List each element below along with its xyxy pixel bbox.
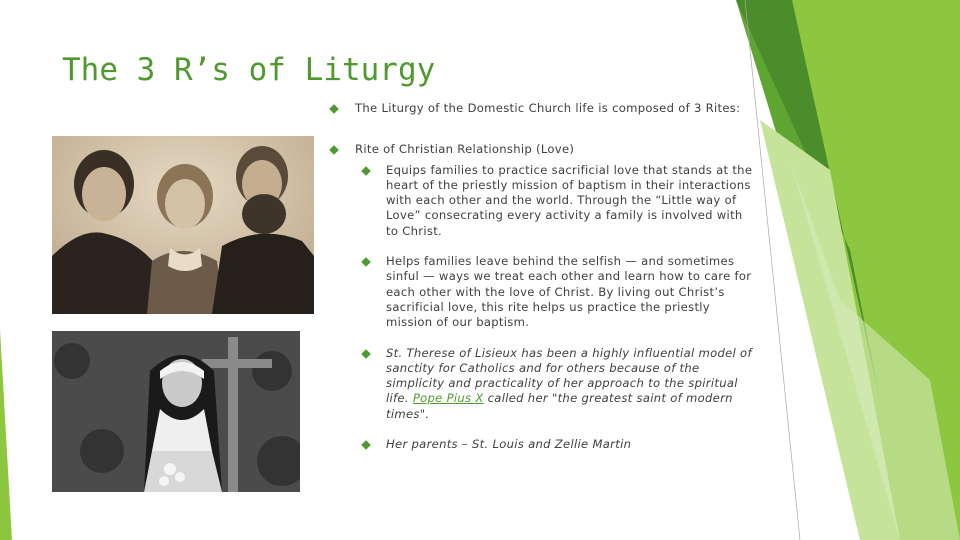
diamond-bullet-icon — [361, 166, 371, 176]
bullet-text: Rite of Christian Relationship (Love) — [355, 142, 575, 157]
bullet-text: Her parents – St. Louis and Zellie Martin — [386, 437, 632, 452]
diamond-bullet-icon — [329, 104, 339, 114]
sub-bullet-item — [362, 163, 758, 239]
family-photo — [52, 136, 314, 314]
sub-bullet-item — [362, 346, 758, 422]
bullet-item — [330, 101, 758, 116]
pope-pius-x-link[interactable]: Pope Pius X — [412, 391, 484, 406]
diamond-bullet-icon — [329, 145, 339, 155]
diamond-bullet-icon — [361, 440, 371, 450]
bullet-text: called her "the greatest saint of modern times". — [386, 391, 733, 421]
bullet-list — [330, 101, 758, 452]
left-green-sliver — [0, 330, 12, 540]
bullet-text: St. Therese of Lisieux has been a highly influential model of sanctity for Catholics and for others because of the simplicity and practicality of her approach to the spiritual life. — [386, 345, 752, 406]
sub-bullet-item — [362, 254, 758, 330]
slide-title: The 3 R’s of Liturgy — [62, 52, 436, 88]
bullet-text: Helps families leave behind the selfish — and sometimes sinful — ways we treat each other and learn how to care for each other with the love of Christ. By living out Christ’s sacrificial love, this rite helps us practice the priestly mission of our baptism. — [386, 254, 752, 330]
bullet-text: Equips families to practice sacrificial love that stands at the heart of the priestly mission of baptism in their interactions with each other and the world. Through the “Little way of Love” consecrating every activity a family is involved with to Christ. — [386, 162, 753, 238]
diamond-bullet-icon — [361, 257, 371, 267]
bullet-item — [330, 142, 758, 157]
nun-photo — [52, 331, 300, 492]
bullet-text: The Liturgy of the Domestic Church life is composed of 3 Rites: — [355, 101, 741, 115]
diamond-bullet-icon — [361, 349, 371, 359]
sub-bullet-item — [362, 437, 758, 452]
